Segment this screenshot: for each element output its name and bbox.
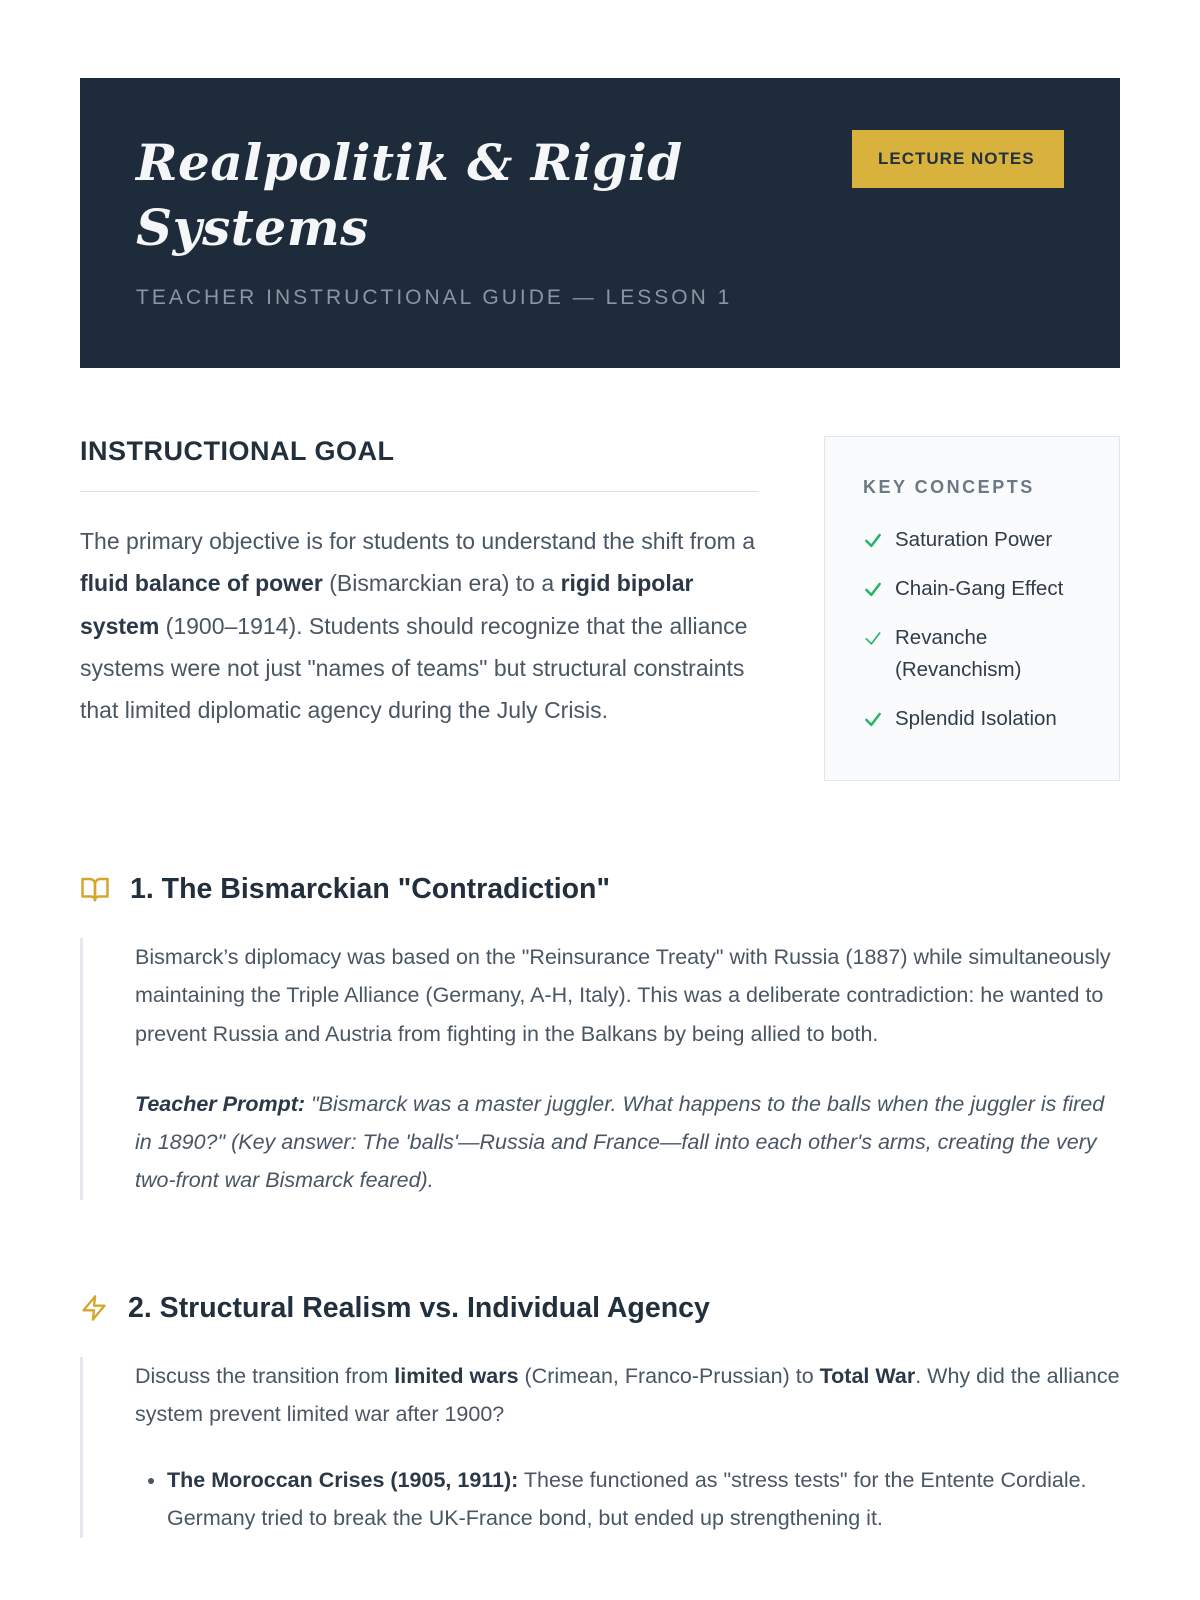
key-concepts-card [824, 436, 1120, 781]
bullet-item [167, 1461, 1120, 1538]
check-icon [863, 530, 883, 550]
page-title: Realpolitik & Rigid Systems [136, 133, 683, 257]
intro-text: (Crimean, Franco-Prussian) to [518, 1363, 820, 1388]
teacher-prompt-text: "Bismarck was a master juggler. What happens to the balls when the juggler is fired in 1890?" (Key answer: The 'balls'—Russia and France—fall into each other's arms, creating the very two-front war Bismarck feared). [135, 1091, 1105, 1193]
instructional-goal-paragraph [80, 520, 758, 732]
instructional-goal-section [80, 436, 758, 732]
check-icon [863, 628, 883, 648]
goal-text: The primary objective is for students to understand the shift from a [80, 528, 755, 554]
section-bismarckian-contradiction [80, 873, 1120, 1200]
section-structural-realism [80, 1292, 1120, 1538]
page-subtitle: TEACHER INSTRUCTIONAL GUIDE — LESSON 1 [136, 286, 733, 309]
key-concept-item [863, 622, 1083, 688]
section-title: 1. The Bismarckian "Contradiction" [130, 872, 610, 905]
header-text [136, 130, 776, 310]
intro-text: Discuss the transition from [135, 1363, 395, 1388]
section-body [80, 938, 1120, 1200]
goal-bold-fluid-balance: fluid balance of power [80, 570, 323, 597]
header [80, 78, 1120, 368]
section-heading-row [80, 1292, 1120, 1325]
main-content [80, 436, 1120, 1538]
instructional-goal-heading: INSTRUCTIONAL GOAL [80, 436, 758, 492]
intro-text: . Why did the alliance system prevent limited war after 1900? [135, 1363, 1120, 1426]
section-body [80, 1357, 1120, 1538]
key-concept-item [863, 573, 1083, 606]
goal-row [80, 436, 1120, 781]
check-icon [863, 709, 883, 729]
goal-text: (Bismarckian era) to a [322, 570, 561, 597]
intro-bold-limited-wars: limited wars [394, 1363, 519, 1388]
intro-bold-total-war: Total War [819, 1363, 916, 1388]
key-concept-item [863, 524, 1083, 557]
key-concept-item [863, 703, 1083, 736]
key-concept-label: Saturation Power [895, 528, 1053, 551]
bullet-text: These functioned as "stress tests" for the Entente Cordiale. Germany tried to break the UK-France bond, but ended up strengthening it. [167, 1468, 1087, 1531]
section-paragraph: Bismarck’s diplomacy was based on the "Reinsurance Treaty" with Russia (1887) while simultaneously maintaining the Triple Alliance (Germany, A-H, Italy). This was a deliberate contradiction: he wanted to prevent Russia and Austria from fighting in the Balkans by being allied to both. [135, 944, 1111, 1046]
section-bullet-list [135, 1461, 1120, 1538]
check-icon [863, 579, 883, 599]
section-paragraph [135, 1357, 1120, 1434]
teacher-prompt [135, 1085, 1120, 1200]
key-concept-label: Revanche (Revanchism) [895, 625, 1022, 682]
goal-text: (1900–1914). Students should recognize that the alliance systems were not just "names of teams" but structural constraints that limited diplomatic agency during the July Crisis. [80, 612, 748, 724]
lightning-icon [80, 1294, 108, 1322]
goal-bold-rigid-bipolar: rigid bipolar system [80, 570, 694, 639]
section-title: 2. Structural Realism vs. Individual Agency [128, 1291, 710, 1324]
section-heading-row [80, 873, 1120, 906]
lecture-notes-badge: LECTURE NOTES [852, 130, 1064, 188]
teacher-prompt-label: Teacher Prompt: [135, 1091, 306, 1116]
bullet-bold: The Moroccan Crises (1905, 1911): [167, 1468, 519, 1493]
key-concepts-list [863, 524, 1083, 736]
key-concepts-heading: KEY CONCEPTS [863, 477, 1035, 497]
key-concept-label: Chain-Gang Effect [895, 576, 1064, 600]
book-icon [80, 874, 110, 904]
key-concept-label: Splendid Isolation [895, 707, 1057, 731]
